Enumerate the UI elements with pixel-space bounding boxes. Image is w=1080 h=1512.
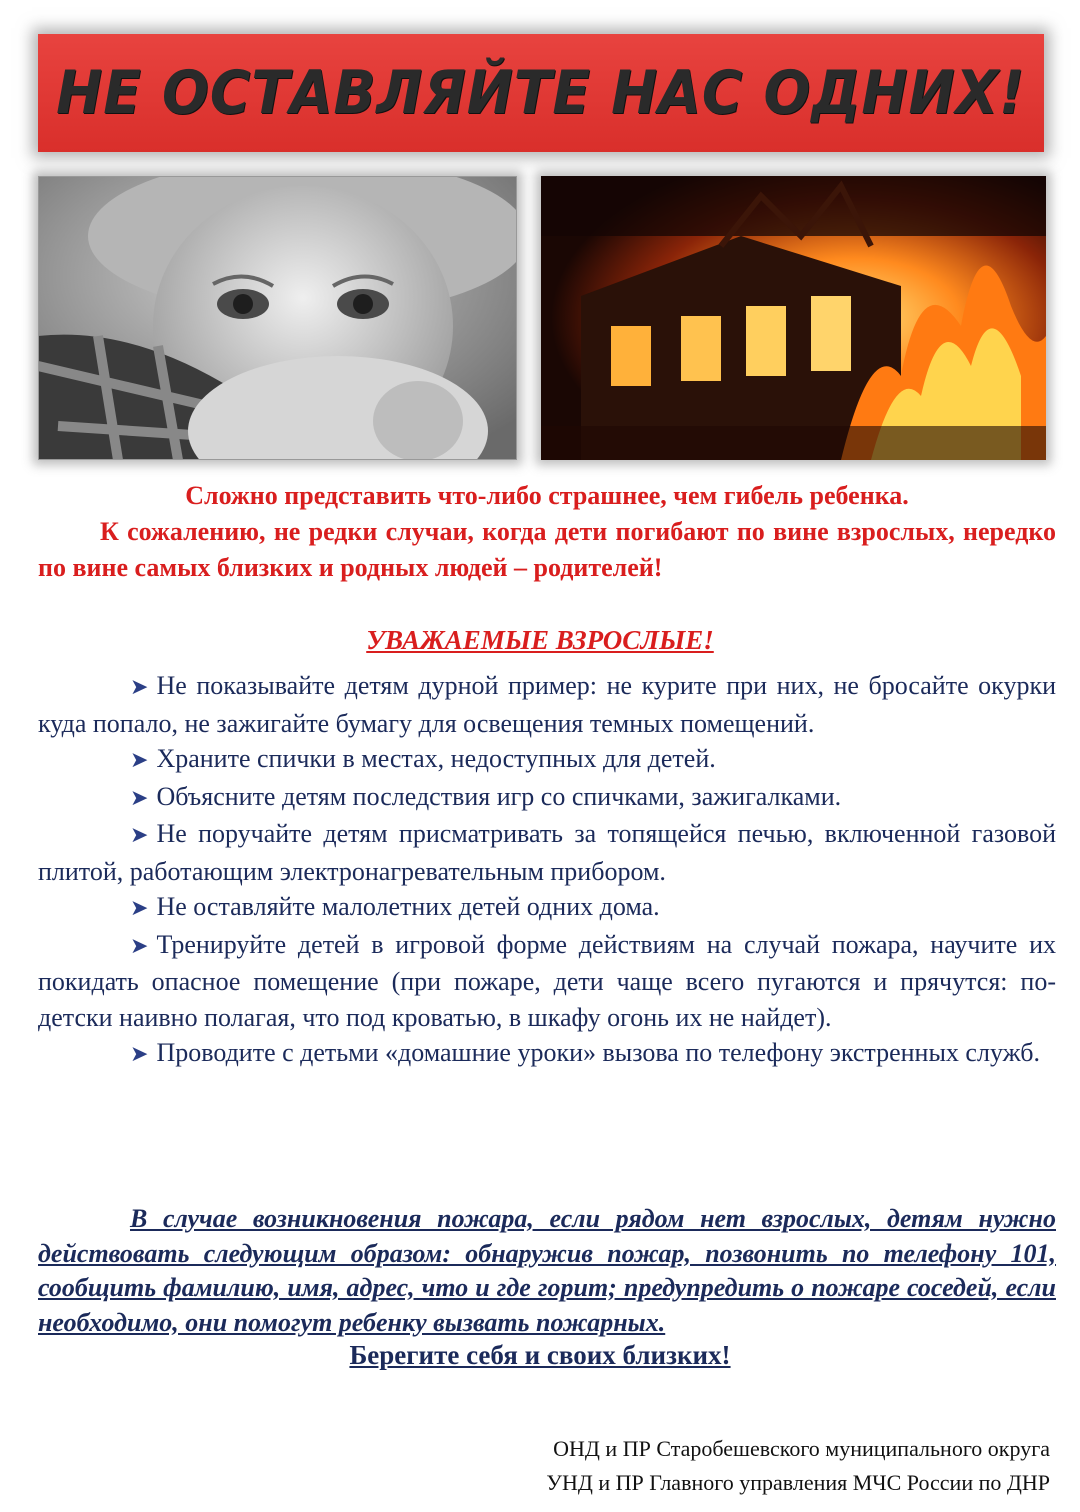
arrow-bullet-icon: ➤ [130,823,149,848]
list-item: ➤ Не показывайте детям дурной пример: не курите при них, не бросайте окурки куда попало, не зажигайте бумагу для освещения темных помещений. [38,671,1056,738]
burning-house-photo [541,176,1046,460]
footer-credits [546,1432,1050,1500]
banner-title: НЕ ОСТАВЛЯЙТЕ НАС ОДНИХ! [56,58,1026,128]
arrow-bullet-icon: ➤ [130,933,149,959]
closing-line: Берегите себя и своих близких! [349,1340,731,1370]
arrow-bullet-icon: ➤ [130,896,149,921]
list-item: ➤ Храните спички в местах, недоступных для детей. [130,744,716,773]
title-banner [38,34,1044,152]
lead-line-2: К сожалению, не редки случаи, когда дети погибают по вине взрослых, нередко по вине самых близких и родных людей – родителей! [38,517,1056,582]
arrow-bullet-icon: ➤ [130,675,149,700]
tips-list [38,668,1056,1073]
footer-line-2: УНД и ПР Главного управления МЧС России по ДНР [546,1470,1050,1495]
list-item: ➤ Проводите с детьми «домашние уроки» вызова по телефону экстренных служб. [130,1038,1040,1067]
footer-line-1: ОНД и ПР Старобешевского муниципального округа [553,1436,1050,1461]
crying-child-photo [38,176,517,460]
list-item: ➤ Не поручайте детям присматривать за топящейся печью, включенной газовой плитой, работающим электронагревательным прибором. [38,819,1056,886]
list-item: ➤ Объясните детям последствия игр со спичками, зажигалками. [130,781,842,811]
arrow-bullet-icon: ➤ [130,748,149,773]
arrow-bullet-icon: ➤ [130,1042,149,1067]
arrow-bullet-icon: ➤ [130,785,149,811]
lead-line-1: Сложно представить что-либо страшнее, чем гибель ребенка. [185,481,909,510]
list-item: ➤ Тренируйте детей в игровой форме действиям на случай пожара, научите их покидать опасное помещение (при пожаре, дети чаще всего пугаются и прячутся: по-детски наивно полагая, что под кроватью, в шкафу огонь их не найдет). [38,929,1056,1032]
list-item: ➤ Не оставляйте малолетних детей одних дома. [130,892,660,921]
heading-dear-adults: УВАЖАЕМЫЕ ВЗРОСЛЫЕ! [366,625,714,655]
fire-advice-paragraph: В случае возникновения пожара, если рядом нет взрослых, детям нужно действовать следующим образом: обнаружив пожар, позвонить по телефону 101, сообщить фамилию, имя, адрес, что и где горит; предупредить о пожаре соседей, если необходимо, они помогут ребенку вызвать пожарных. [38,1204,1056,1337]
